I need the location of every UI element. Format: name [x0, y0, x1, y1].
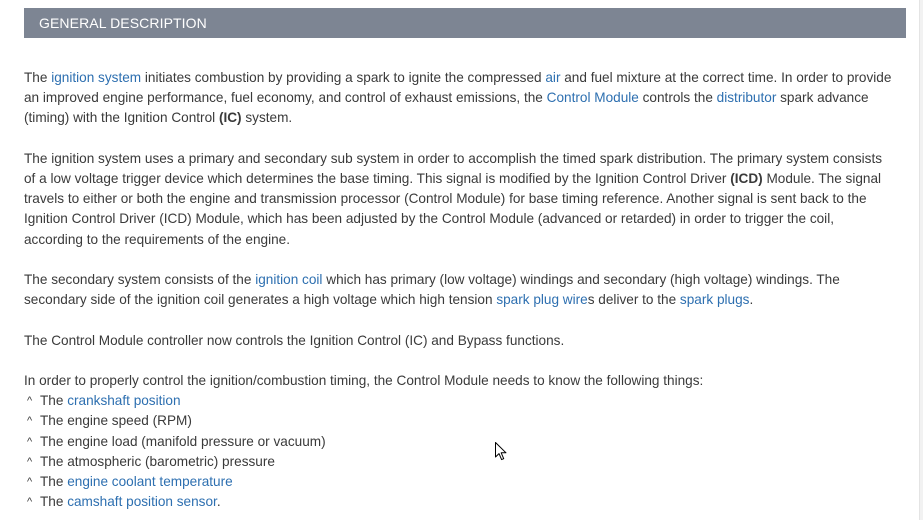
text: system. [241, 110, 293, 126]
paragraph-ignition-intro [24, 68, 894, 129]
text: The atmospheric (barometric) pressure [40, 453, 275, 469]
text: The [40, 494, 68, 510]
bold-ic: (IC) [218, 110, 242, 126]
list-item-crankshaft [24, 391, 894, 411]
list-item-engine-speed [24, 411, 894, 431]
link-air[interactable]: air [545, 70, 561, 85]
paragraph-requirements-intro: In order to properly control the ignition/combustion timing, the Control Module needs to know the following things: [24, 372, 704, 388]
text: The ignition system uses a primary and secondary sub system in order to accomplish the timed spark distribution. The primary system consists of a low voltage trigger device which determines the base timing. This signal is modified by the Ignition Control Driver [24, 150, 883, 186]
text: The engine load (manifold pressure or vacuum) [40, 433, 326, 449]
link-engine-coolant-temperature[interactable]: engine coolant temperature [67, 474, 233, 489]
list-item-engine-load [24, 432, 894, 452]
list-item-barometric [24, 452, 894, 472]
link-spark-plug-wire[interactable]: spark plug wire [496, 292, 588, 308]
list-item-coolant [24, 472, 894, 492]
text: The [40, 393, 68, 409]
text: The [40, 474, 68, 489]
caret-bullet-icon: ^ [27, 455, 33, 468]
section-header [24, 8, 906, 38]
paragraph-secondary-system [24, 270, 894, 310]
text: spark advance (timing) with the Ignition Control [24, 90, 869, 126]
link-distributor[interactable]: distributor [716, 90, 777, 106]
text: The engine speed (RPM) [40, 413, 192, 429]
text: initiates combustion by providing a spark to ignite the compressed [141, 70, 546, 85]
caret-bullet-icon: ^ [27, 435, 33, 448]
link-spark-plugs[interactable]: spark plugs [679, 292, 750, 308]
text: s deliver to the [587, 292, 680, 308]
caret-bullet-icon: ^ [27, 415, 33, 428]
text: which has primary (low voltage) windings and secondary (high voltage) windings. The secondary side of the ignition coil generates a high voltage which high tension [24, 272, 840, 308]
caret-bullet-icon: ^ [27, 395, 33, 408]
text: and fuel mixture at the correct time. In order to provide an improved engine performance, fuel economy, and control of exhaust emissions, the [24, 70, 892, 106]
list-item-camshaft [24, 492, 894, 512]
paragraph-control-module: The Control Module controller now controls the Ignition Control (IC) and Bypass functions. [24, 332, 565, 348]
text: The secondary system consists of the [24, 272, 256, 287]
bold-icd: (ICD) [730, 171, 763, 186]
text: The [24, 70, 52, 85]
caret-bullet-icon: ^ [27, 496, 33, 509]
text: controls the [638, 90, 717, 106]
paragraph-primary-system [24, 149, 894, 250]
scrollbar-edge[interactable] [919, 0, 923, 520]
link-ignition-coil[interactable]: ignition coil [255, 272, 323, 287]
link-camshaft-position-sensor[interactable]: camshaft position sensor [67, 494, 217, 510]
link-control-module[interactable]: Control Module [546, 90, 639, 106]
text: Module. The signal travels to either or both the engine and transmission processor (Control Module) for base timing reference. Another signal is sent back to the Ignition Control Driver (ICD) Module, which has been adjusted by the Control Module (advanced or retarded) in order to trigger the coil, according to the requirements of the engine. [24, 171, 882, 247]
requirements-list [24, 391, 894, 512]
mouse-pointer-icon [495, 442, 507, 461]
caret-bullet-icon: ^ [27, 476, 33, 488]
link-ignition-system[interactable]: ignition system [51, 70, 142, 85]
text: . [216, 494, 221, 510]
text: . [749, 292, 754, 308]
article-body [24, 68, 894, 512]
section-title: GENERAL DESCRIPTION [39, 15, 207, 31]
link-crankshaft-position[interactable]: crankshaft position [67, 393, 181, 409]
